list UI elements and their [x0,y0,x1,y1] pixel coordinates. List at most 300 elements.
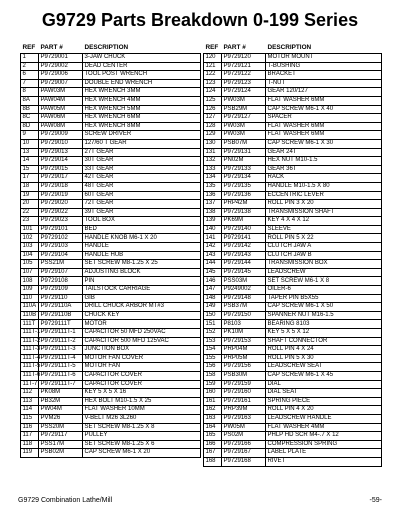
description-cell: CHUCK KEY [83,311,201,320]
description-cell: 33T GEAR [83,165,201,174]
ref-cell: 127 [204,114,222,123]
description-cell: HANDLE KNOB M6-1 X 20 [83,234,201,243]
ref-cell: 161 [204,397,222,406]
description-cell: PHLP HD SCR M4-.7 X 12 [266,432,382,441]
table-row [21,114,201,123]
description-cell: ROLL PIN 4 X 20 [266,406,382,415]
table-row [204,371,382,380]
ref-cell: 108 [21,277,39,286]
part-number-cell: PSB29M [222,105,266,114]
ref-cell: 135 [204,182,222,191]
part-number-cell: PSB30M [222,371,266,380]
description-cell: TAPER PIN B5X55 [266,294,382,303]
ref-cell: 119 [21,449,39,458]
table-row [204,363,382,372]
table-row [21,174,201,183]
description-cell: ROLL PIN 3 X 20 [266,200,382,209]
table-row [204,234,382,243]
ref-cell: 110B [21,311,39,320]
part-number-cell: PAW03M [39,88,83,97]
ref-cell: 107 [21,268,39,277]
ref-cell: 120 [204,54,222,63]
description-cell: LEADSCREW SEAT [266,363,382,372]
description-cell: HEX WRENCH 3MM [83,88,201,97]
table-row [21,96,201,105]
ref-cell: 137 [204,200,222,209]
part-number-cell: PRP42M [222,200,266,209]
table-row [21,346,201,355]
description-cell: FLAT WASHER 6MM [266,131,382,140]
ref-cell: 123 [204,79,222,88]
ref-cell: 160 [204,389,222,398]
table-row [21,88,201,97]
table-row [21,139,201,148]
ref-cell: 112 [21,389,39,398]
ref-cell: 139 [204,217,222,226]
ref-cell: 134 [204,174,222,183]
description-cell: GEAR 36T [266,165,382,174]
description-cell: 42T GEAR [83,174,201,183]
ref-cell: 116 [21,423,39,432]
ref-cell: 131 [204,148,222,157]
part-number-cell: P9729111T-7 [39,380,83,389]
description-cell: FLAT WASHER 4MM [266,423,382,432]
description-cell: CAP SCREW M6-1 X 45 [266,371,382,380]
ref-cell: 152 [204,329,222,338]
ref-cell: 133 [204,165,222,174]
part-number-cell: P9729168 [222,457,266,466]
table-row [204,148,382,157]
part-number-cell: P9729006 [39,71,83,80]
part-number-cell: P9729111T-3 [39,346,83,355]
description-cell: HEX BOLT M10-1.5 X 25 [83,397,201,406]
table-row [204,88,382,97]
parts-table-right [203,42,382,467]
description-cell: TRANSMISSION BOX [266,260,382,269]
description-cell: CAPACITOR COVER [83,380,201,389]
description-cell: MOTOR [83,320,201,329]
part-number-cell: P9729002 [39,62,83,71]
table-row [21,311,201,320]
table-row [21,122,201,131]
ref-cell: 111T-4 [22,354,41,361]
part-number-cell: P9729134 [222,174,266,183]
description-cell: MOTOR MOUNT [266,54,382,63]
part-number-cell: P9729111T-2 [39,337,83,346]
part-number-cell: P9729111T-1 [39,329,83,338]
description-cell: ECCENTRIC LEVER [266,191,382,200]
part-number-cell: P9729107 [39,268,83,277]
table-row [21,217,201,226]
part-number-cell: P9729131 [222,148,266,157]
description-cell: OILER-6 [266,286,382,295]
parts-table-left [20,42,201,458]
ref-cell: 2 [21,62,39,71]
table-row [204,268,382,277]
description-cell: HANDLE [83,243,201,252]
footer-product-name: G9729 Combination Lathe/Mill [18,497,113,504]
table-row [204,139,382,148]
table-row [21,329,201,338]
part-number-cell: PSB37M [222,303,266,312]
table-row [21,225,201,234]
part-number-cell: P9729007 [39,79,83,88]
table-row [21,354,201,363]
table-row [21,268,201,277]
table-row [204,303,382,312]
ref-cell: 111T [21,320,39,329]
table-row [204,346,382,355]
table-row [204,389,382,398]
table-row [21,294,201,303]
description-cell: 127/60 T GEAR [83,139,201,148]
ref-cell: 168 [204,457,222,466]
ref-cell: 8 [21,88,39,97]
table-row [204,260,382,269]
table-row [204,423,382,432]
description-cell: HEX WRENCH 4MM [83,96,201,105]
table-row [21,277,201,286]
table-row [21,380,201,389]
description-cell: HANDLE M10-1.5 X 80 [266,182,382,191]
description-cell: RIVET [266,457,382,466]
ref-cell: 155 [204,354,222,363]
description-cell: 30T GEAR [83,157,201,166]
ref-cell: 166 [204,440,222,449]
table-row [204,225,382,234]
part-number-cell: P9729160 [222,389,266,398]
description-cell: BED [83,225,201,234]
table-row [21,260,201,269]
table-row [21,148,201,157]
part-number-cell: P9729010 [39,139,83,148]
footer-page-number: -59- [369,497,382,504]
table-row [204,200,382,209]
ref-cell: 129 [204,131,222,140]
part-number-cell: P9729123 [222,79,266,88]
ref-cell: 13 [21,148,39,157]
ref-cell: 132 [204,157,222,166]
table-row [204,62,382,71]
table-row [21,165,201,174]
description-cell: TRANSMISSION SHAFT [266,208,382,217]
description-cell: GEAR 24T [266,148,382,157]
description-cell: T-NUT [266,79,382,88]
table-row [204,96,382,105]
description-cell: PIN [83,277,201,286]
ref-cell: 151 [204,320,222,329]
header-description: DESCRIPTION [266,42,382,54]
table-row [204,174,382,183]
table-row [21,303,201,312]
description-cell: 60T GEAR [83,191,201,200]
header-description: DESCRIPTION [83,42,201,54]
part-number-cell: P9729001 [39,54,83,63]
description-cell: CAP SCREW M6-1 X 40 [266,105,382,114]
part-number-cell: P9729141 [222,234,266,243]
description-cell: LEADSCREW [266,268,382,277]
description-cell: RACK [266,174,382,183]
part-number-cell: P9729156 [222,363,266,372]
part-number-cell: PSS20M [39,423,83,432]
part-number-cell: P9729136 [222,191,266,200]
table-row [204,440,382,449]
ref-cell: 114 [21,406,39,415]
description-cell: HEX WRENCH 8MM [83,122,201,131]
part-number-cell: PAW06M [39,114,83,123]
description-cell: LABEL PLATE [266,449,382,458]
table-row [21,363,201,372]
description-cell: SCREW DRIVER [83,131,201,140]
table-row [204,294,382,303]
part-number-cell: P9729166 [222,440,266,449]
part-number-cell: PW03M [222,96,266,105]
part-number-cell: P9729150 [222,311,266,320]
part-number-cell: P9729163 [222,414,266,423]
header-part: PART # [222,42,266,54]
ref-cell: 102 [21,234,39,243]
ref-cell: 103 [21,243,39,252]
ref-cell: 101 [21,225,39,234]
table-row [204,277,382,286]
ref-cell: 140 [204,225,222,234]
table-row [204,122,382,131]
part-number-cell: P9729127 [222,114,266,123]
description-cell: ROLL PIN 4 X 24 [266,346,382,355]
ref-cell: 148 [204,294,222,303]
header-ref: REF [21,42,39,54]
table-row [21,286,201,295]
table-row [204,251,382,260]
part-number-cell: P9729111T [39,320,83,329]
description-cell: SET SCREW M8-1.25 X 8 [83,423,201,432]
ref-cell: 125 [204,96,222,105]
description-cell: SPACER [266,114,382,123]
ref-cell: 111T-2 [22,337,41,344]
table-row [21,157,201,166]
ref-cell: 23 [21,217,39,226]
description-cell: T-BUSHING [266,62,382,71]
description-cell: CAPACITOR 500 MFD 125VAC [83,337,201,346]
part-number-cell: PSS21M [39,260,83,269]
description-cell: CAPACITOR 50 MFD 250VAC [83,329,201,338]
description-cell: DIAL SEAT [266,389,382,398]
part-number-cell: PAW05M [39,105,83,114]
description-cell: 3-JAW CHUCK [83,54,201,63]
description-cell: CAP SCREW M6-1 X 30 [266,139,382,148]
table-row [21,320,201,329]
ref-cell: 154 [204,346,222,355]
part-number-cell: PW05M [222,423,266,432]
description-cell: KEY 4 X 4 X 12 [266,217,382,226]
description-cell: SHAFT CONNECTOR [266,337,382,346]
ref-cell: 22 [21,208,39,217]
part-number-cell: PK10M [222,329,266,338]
part-number-cell: PW04M [39,406,83,415]
part-number-cell: P9729109 [39,286,83,295]
ref-cell: 165 [204,432,222,441]
part-number-cell: P8103 [222,320,266,329]
ref-cell: 144 [204,260,222,269]
description-cell: CLUTCH JAW A [266,243,382,252]
description-cell: DIAL [266,380,382,389]
table-row [204,131,382,140]
ref-cell: 143 [204,251,222,260]
part-number-cell: PRP05M [222,354,266,363]
table-row [21,79,201,88]
part-number-cell: P9729159 [222,380,266,389]
description-cell: BEARING 8103 [266,320,382,329]
description-cell: DOUBLE END WRENCH [83,79,201,88]
description-cell: JUNCTION BOX [83,346,201,355]
part-number-cell: P9729102 [39,234,83,243]
ref-cell: 115 [21,414,39,423]
description-cell: 72T GEAR [83,200,201,209]
ref-cell: 9 [21,131,39,140]
part-number-cell: PRP39M [222,406,266,415]
ref-cell: 17 [21,174,39,183]
part-number-cell: P9729009 [39,131,83,140]
part-number-cell: P9729122 [222,71,266,80]
table-row [204,157,382,166]
description-cell: TOOL BOX [83,217,201,226]
part-number-cell: P9729111T-5 [39,363,83,372]
ref-cell: 18 [21,182,39,191]
description-cell: CLUTCH JAW B [266,251,382,260]
ref-cell: 122 [204,71,222,80]
description-cell: SET SCREW M6-1 X 8 [266,277,382,286]
ref-cell: 117 [21,432,39,441]
description-cell: SLEEVE [266,225,382,234]
ref-cell: 147 [204,286,222,295]
ref-cell: 10 [21,139,39,148]
description-cell: CAP SCREW M6-1 X 50 [266,303,382,312]
part-number-cell: PK08M [39,389,83,398]
ref-cell: 8C [21,114,39,123]
table-row [204,71,382,80]
part-number-cell: PAW04M [39,96,83,105]
description-cell: MOTOR FAN [83,363,201,372]
ref-cell: 145 [204,268,222,277]
table-row [21,182,201,191]
ref-cell: 149 [204,303,222,312]
ref-cell: 130 [204,139,222,148]
description-cell: BRACKET [266,71,382,80]
table-row [21,131,201,140]
table-row [204,320,382,329]
table-row [21,397,201,406]
table-row [204,432,382,441]
description-cell: GEAR 120/127 [266,88,382,97]
ref-cell: 6 [21,71,39,80]
table-row [204,217,382,226]
table-row [21,371,201,380]
table-row [204,457,382,466]
description-cell: TAILSTOCK CARRIAGE [83,286,201,295]
ref-cell: 1 [21,54,39,63]
table-row [204,79,382,88]
description-cell: DRILL CHUCK ARBOR MT#3 [83,303,201,312]
ref-cell: 153 [204,337,222,346]
description-cell: CAP SCREW M6-1 X 20 [83,449,201,458]
part-number-cell: P9729020 [39,200,83,209]
description-cell: SPRING PIECE [266,397,382,406]
part-number-cell: P9729145 [222,268,266,277]
table-row [21,62,201,71]
part-number-cell: P9729153 [222,337,266,346]
description-cell: KEY 5 X 5 X 16 [83,389,201,398]
ref-cell: 124 [204,88,222,97]
table-row [21,234,201,243]
table-row [204,105,382,114]
description-cell: HEX WRENCH 5MM [83,105,201,114]
ref-cell: 138 [204,208,222,217]
ref-cell: 158 [204,371,222,380]
description-cell: HANDLE HUB [83,251,201,260]
table-row [204,449,382,458]
part-number-cell: PK69M [222,217,266,226]
table-row [204,165,382,174]
part-number-cell: P9729017 [39,174,83,183]
part-number-cell: P9729138 [222,208,266,217]
description-cell: 27T GEAR [83,148,201,157]
part-number-cell: PSS17M [39,440,83,449]
part-number-cell: P9729110A [39,303,83,312]
table-row [21,449,201,458]
description-cell: 48T GEAR [83,182,201,191]
part-number-cell: P9729142 [222,243,266,252]
description-cell: FLAT WASHER 10MM [83,406,201,415]
table-row [204,337,382,346]
table-row [21,414,201,423]
description-cell: LEADSCREW HANDLE [266,414,382,423]
ref-cell: 19 [21,191,39,200]
description-cell: PULLEY [83,432,201,441]
part-number-cell: P9729121 [222,62,266,71]
ref-cell: 159 [204,380,222,389]
ref-cell: 110 [21,294,39,303]
ref-cell: 162 [204,406,222,415]
page-title: G9729 Parts Breakdown 0-199 Series [41,10,359,30]
table-row [21,200,201,209]
table-row [21,208,201,217]
ref-cell: 8B [21,105,39,114]
description-cell: SPANNER NUT M16-1.5 [266,311,382,320]
description-cell: TOOL POST WRENCH [83,71,201,80]
ref-cell: 105 [21,260,39,269]
ref-cell: 109 [21,286,39,295]
table-row [21,432,201,441]
part-number-cell: PB32M [39,397,83,406]
ref-cell: 156 [204,363,222,372]
ref-cell: 128 [204,122,222,131]
part-number-cell: PS02M [222,432,266,441]
table-row [21,406,201,415]
description-cell: MOTOR FAN COVER [83,354,201,363]
description-cell: SET SCREW M8-1.25 X 25 [83,260,201,269]
part-number-cell: P9729103 [39,243,83,252]
part-number-cell: P9729018 [39,182,83,191]
part-number-cell: P9729101 [39,225,83,234]
part-number-cell: P9729110B [39,311,83,320]
ref-cell: 141 [204,234,222,243]
part-number-cell: P9729104 [39,251,83,260]
description-cell: GIB [83,294,201,303]
description-cell: ROLL PIN 5 X 30 [266,354,382,363]
part-number-cell: PAW08M [39,122,83,131]
table-row [204,208,382,217]
ref-cell: 11T-7 [22,380,38,387]
